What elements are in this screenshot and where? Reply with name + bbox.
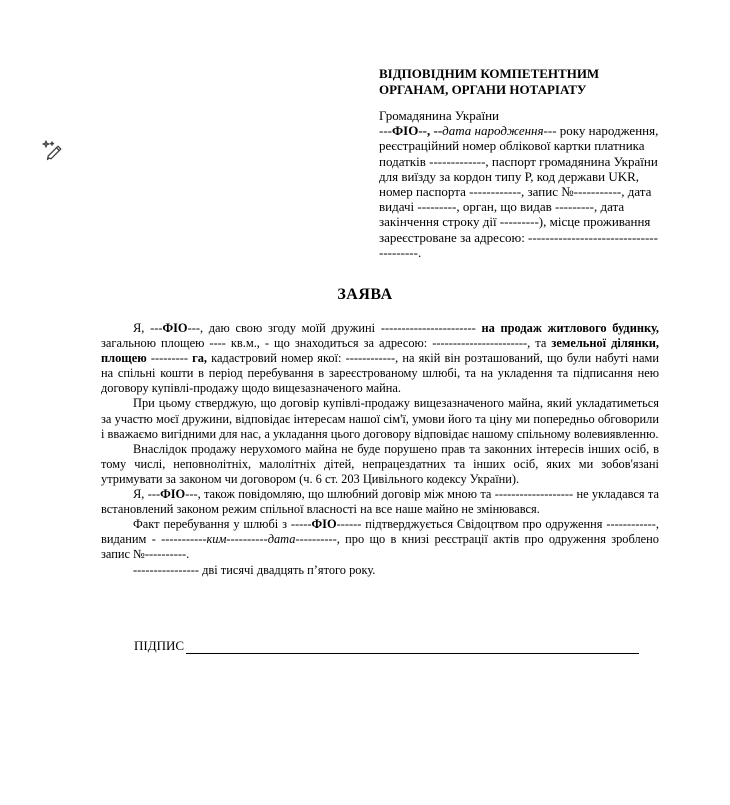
fio-placeholder: ФІО	[160, 487, 186, 502]
text: ---, даю свою згоду моїй дружині -----------------------	[187, 321, 476, 335]
date-placeholder: дата	[267, 532, 296, 547]
recipient-line-1: ВІДПОВІДНИМ КОМПЕТЕНТНИМ	[379, 66, 600, 81]
dash: --, --	[418, 123, 443, 139]
text: на якій він розташований, що були набуті нами на спільні кошти в період перебування в зареєстрованому шлюбі, та на укладення та підписання нею договору купівлі-продажу щодо вищезазначеного майна.	[101, 351, 659, 396]
sparkle-pen-icon[interactable]	[40, 138, 64, 162]
paragraph-marriage-contract	[101, 487, 659, 517]
document-title: ЗАЯВА	[337, 286, 393, 303]
text: ----------, про що в книзі реєстрації актів про одруження зроблено запис №----------.	[101, 532, 659, 562]
text: Факт перебування у шлюбі з -----	[133, 517, 312, 532]
dash: ---	[379, 123, 392, 139]
text-bold: га,	[187, 351, 208, 366]
paragraph-date: ---------------- дві тисячі двадцять п’ятого року.	[133, 562, 376, 577]
paragraph-consent	[101, 321, 659, 396]
text: загальною площею ---- кв.м., - що знаходиться за адресою: -----------------------, та	[101, 336, 547, 351]
text: ---------	[146, 351, 188, 366]
signature-line	[134, 638, 639, 654]
statement-body	[101, 321, 659, 578]
addressee-block	[379, 66, 661, 260]
text: кадастровий номер якої: ------------,	[207, 351, 399, 366]
applicant-info	[379, 123, 661, 260]
issuer-placeholder: ким	[206, 532, 227, 547]
applicant-details	[379, 108, 661, 260]
text: ------ підтверджується Свідоцтвом про одруження ------------, виданим - -----------	[101, 517, 659, 547]
signature-field[interactable]	[186, 640, 639, 654]
addressee-recipient	[379, 66, 661, 98]
fio-placeholder: ФІО	[392, 123, 419, 139]
text: ----------	[226, 532, 268, 547]
text-bold: на продаж житлового будинку,	[475, 321, 659, 335]
text: Я, ---	[133, 487, 161, 502]
recipient-line-2: ОРГАНАМ, ОРГАНИ НОТАРІАТУ	[379, 82, 587, 97]
text: Я, ---	[133, 321, 163, 335]
text: ---, також повідомляю, що шлюбний договір між мною та ------------------- не укладався та встановлений законом режим спільної власності на все наше майно не змінювався.	[101, 487, 659, 517]
signature-label: ПІДПИС	[134, 638, 185, 653]
paragraph-rights: Внаслідок продажу нерухомого майна не буде порушено прав та законних інтересів інших осіб, в тому числі, неповнолітніх, малолітніх дітей, непрацездатних та інших осіб, яких ми зобов'язані утримувати за законом чи договором (ч. 6 ст. 203 Цивільного кодексу України).	[101, 441, 659, 486]
applicant-details-text: --- року народження, реєстраційний номер облікової картки платника податків -------------, паспорт громадянина України для виїзду за кордон типу Р, код держави UKR, номер паспорта ------------, запис №-----------, дата видачі ---------, орган, що видав ---------, дата закінчення строку дії ---------), місце проживання зареєстроване за адресою: ---------------------------------------.	[379, 123, 659, 260]
citizenship-line: Громадянина України	[379, 108, 500, 123]
birth-date-placeholder: дата народження	[442, 123, 544, 139]
paragraph-marriage-certificate	[101, 517, 659, 562]
fio-placeholder: ФІО	[311, 517, 337, 532]
fio-placeholder: ФІО	[162, 321, 188, 335]
text-bold: земельної ділянки, площею	[101, 336, 660, 366]
paragraph-agreement: При цьому стверджую, що договір купівлі-продажу вищезазначеного майна, який укладатиметься за участю моєї дружини, відповідає інтересам нашої сім'ї, умови його та ціну ми попередньо обговорили і вважаємо вигідними для нас, а укладання цього договору відповідає нашому спільному волевиявленню.	[101, 396, 659, 441]
